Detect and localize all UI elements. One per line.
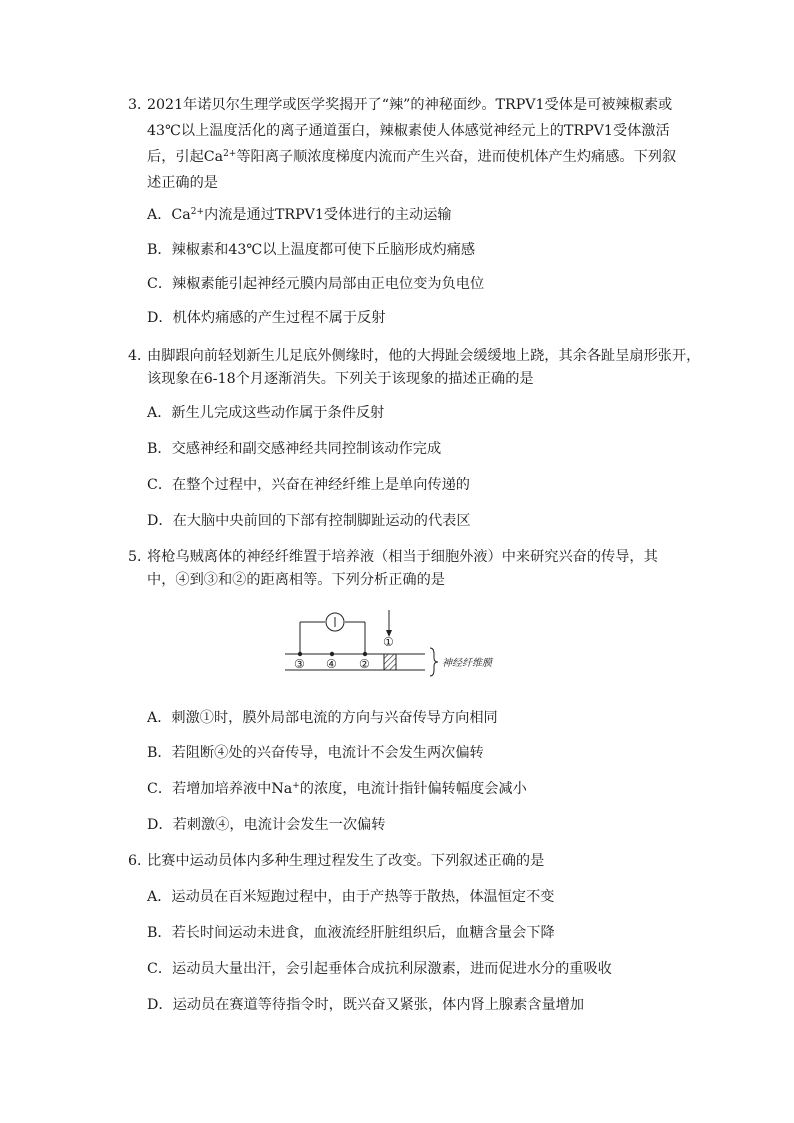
question-number: 5．: [128, 549, 152, 565]
blocked-segment: [384, 654, 396, 670]
electrode-4-dot: [330, 652, 334, 656]
question-stem-line: 比赛中运动员体内多种生理过程发生了改变。下列叙述正确的是: [147, 853, 545, 869]
electrode-2-dot: [363, 652, 367, 656]
question-number: 4．: [128, 348, 152, 364]
option-b: B．辣椒素和43℃以上温度都可使下丘脑形成灼痛感: [147, 242, 476, 258]
question-number: 6．: [128, 853, 152, 869]
option-a: A．刺激①时，膜外局部电流的方向与兴奋传导方向相同: [147, 710, 498, 726]
question-stem-line: 中，④到③和②的距离相等。下列分析正确的是: [147, 572, 445, 588]
membrane-brace: [430, 648, 438, 676]
option-b: B．交感神经和副交感神经共同控制该动作完成: [147, 441, 442, 457]
nerve-fiber-diagram: [285, 610, 495, 682]
question-stem-line: 后，引起$Ca^{2+}$等阳离子顺浓度梯度内流而产生兴奋，进而使机体产生灼痛感。下列叙: [147, 149, 677, 165]
question-stem-line: 2021年诺贝尔生理学或医学奖揭开了“辣”的神秘面纱。TRPV1受体是可被辣椒素或: [147, 97, 673, 113]
option-b: B．若阻断④处的兴奋传导，电流计不会发生两次偏转: [147, 745, 484, 761]
label-4: ④: [326, 657, 337, 671]
option-c: C．辣椒素能引起神经元膜内局部由正电位变为负电位: [147, 276, 485, 292]
option-b: B．若长时间运动未进食，血液流经肝脏组织后，血糖含量会下降: [147, 925, 555, 941]
option-a: A．新生儿完成这些动作属于条件反射: [147, 405, 385, 421]
membrane-caption: 神经纤维膜: [442, 658, 492, 669]
question-stem-line: 由脚跟向前轻划新生儿足底外侧缘时，他的大拇趾会缓缓地上跷，其余各趾呈扇形张开，: [147, 348, 701, 364]
option-c: C．在整个过程中，兴奋在神经纤维上是单向传递的: [147, 477, 470, 493]
label-3: ③: [294, 657, 305, 671]
option-c: C．若增加培养液中Na+的浓度，电流计指针偏转幅度会减小: [147, 781, 527, 797]
label-2: ②: [359, 657, 370, 671]
option-a: A．运动员在百米短跑过程中，由于产热等于散热，体温恒定不变: [147, 889, 555, 905]
question-stem-line: 该现象在6-18个月逐渐消失。下列关于该现象的描述正确的是: [147, 371, 534, 387]
option-c: C．运动员大量出汗，会引起垂体合成抗利尿激素，进而促进水分的重吸收: [147, 961, 612, 977]
option-d: D．若刺激④，电流计会发生一次偏转: [147, 817, 386, 833]
question-stem-line: 将枪乌贼离体的神经纤维置于培养液（相当于细胞外液）中来研究兴奋的传导，其: [147, 549, 658, 565]
question-stem-line: 述正确的是: [147, 175, 218, 191]
question-stem-line: 43℃以上温度活化的离子通道蛋白，辣椒素使人体感觉神经元上的TRPV1受体激活: [147, 123, 670, 139]
option-d: D．运动员在赛道等待指令时，既兴奋又紧张，体内肾上腺素含量增加: [147, 997, 585, 1013]
question-number: 3．: [128, 97, 152, 113]
option-d: D．在大脑中央前回的下部有控制脚趾运动的代表区: [147, 513, 471, 529]
electrode-3-dot: [298, 652, 302, 656]
label-1: ①: [383, 635, 394, 649]
option-d: D．机体灼痛感的产生过程不属于反射: [147, 310, 386, 326]
option-a: A．$Ca^{2+}$内流是通过TRPV1受体进行的主动运输: [147, 207, 452, 223]
